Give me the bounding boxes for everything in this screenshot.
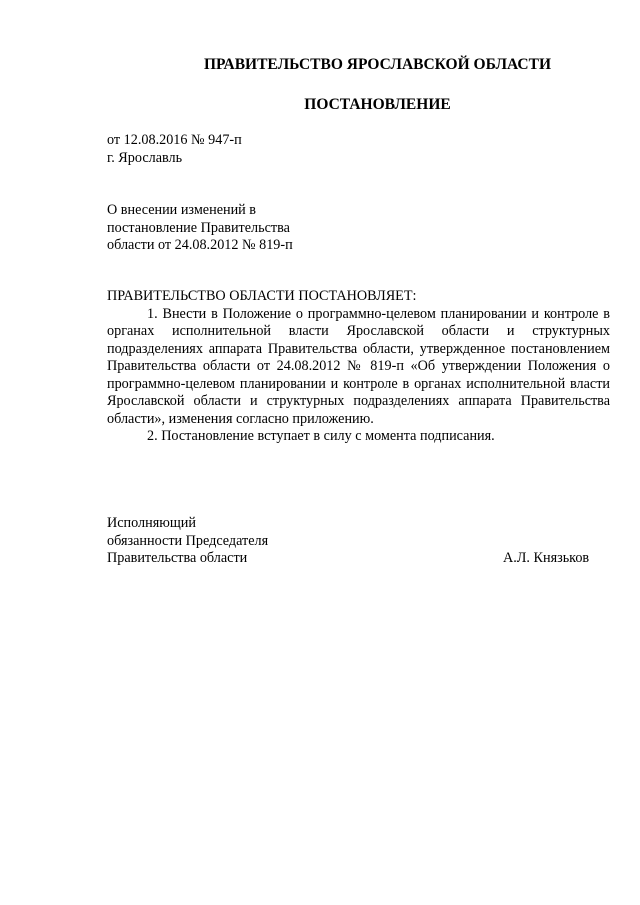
subject-line-2: постановление Правительства bbox=[107, 219, 290, 236]
date-number: от 12.08.2016 № 947-п bbox=[107, 132, 242, 148]
government-heading: ПРАВИТЕЛЬСТВО ЯРОСЛАВСКОЙ ОБЛАСТИ bbox=[203, 56, 552, 73]
signer-name: А.Л. Князьков bbox=[503, 550, 590, 566]
document-meta bbox=[107, 132, 242, 167]
signature-title-line-2: обязанности Председателя bbox=[107, 532, 269, 549]
signature-title bbox=[107, 515, 268, 568]
signature-title-line-1: Исполняющий bbox=[107, 515, 196, 531]
signature-title-line-3: Правительства области bbox=[107, 550, 248, 566]
document-subject bbox=[107, 202, 293, 255]
paragraph-item-1: 1. Внести в Положение о программно-целевом планировании и контроле в органах исполнительной власти Ярославской области и структурных подразделениях аппарата Правительства области, утвержденное постановлением Правительства области от 24.08.2012 № 819-п «Об утверждении Положения о программно-целевом планировании и контроле в органах исполнительной власти Ярославской области и структурных подразделениях аппарата Правительства области», изменения согласно приложению. bbox=[107, 305, 610, 427]
document-type-heading: ПОСТАНОВЛЕНИЕ bbox=[304, 96, 451, 113]
preamble: ПРАВИТЕЛЬСТВО ОБЛАСТИ ПОСТАНОВЛЯЕТ: bbox=[107, 288, 417, 304]
subject-line-1: О внесении изменений в bbox=[107, 202, 257, 218]
subject-line-3: области от 24.08.2012 № 819-п bbox=[107, 237, 293, 253]
paragraph-item-2: 2. Постановление вступает в силу с момента подписания. bbox=[147, 428, 495, 444]
city: г. Ярославль bbox=[107, 149, 183, 166]
document-body bbox=[107, 288, 610, 446]
